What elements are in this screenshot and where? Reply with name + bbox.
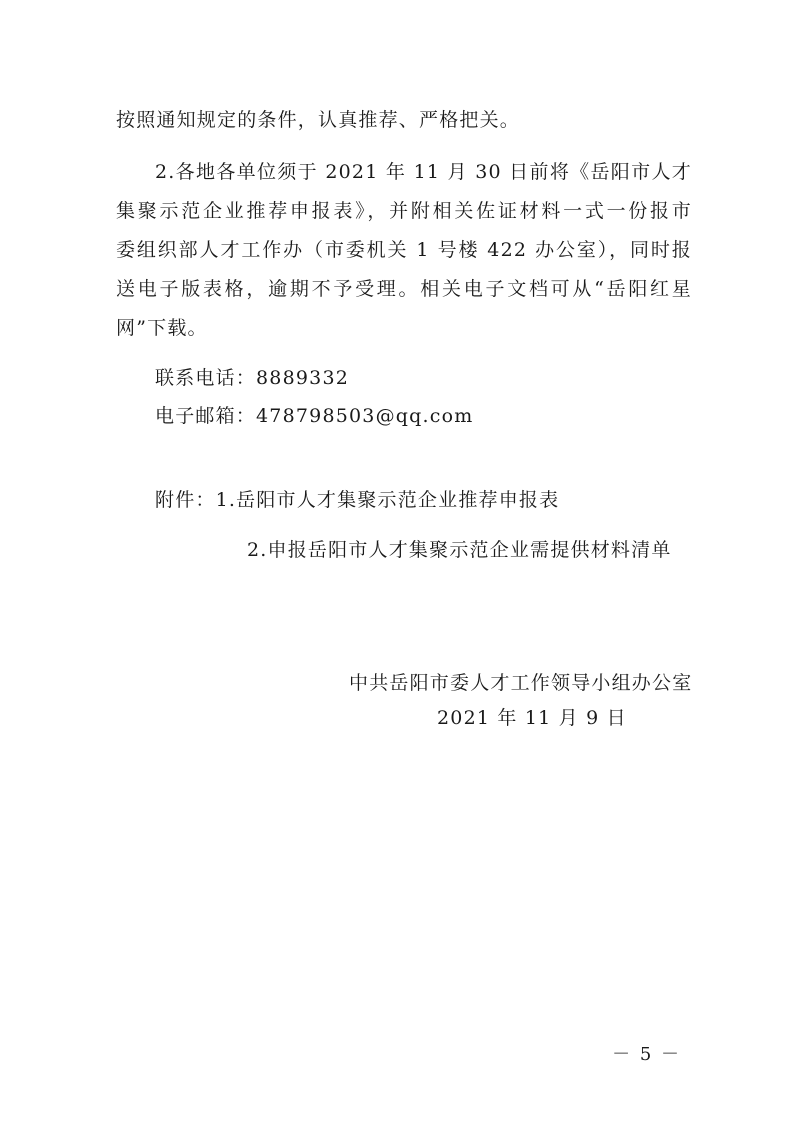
paragraph-1-continuation: 按照通知规定的条件，认真推荐、严格把关。 xyxy=(116,109,521,131)
paragraph-2-line-1: 2.各地各单位须于 2021 年 11 月 30 日前将《岳阳市人才 xyxy=(155,161,692,183)
signature-organization: 中共岳阳市委人才工作领导小组办公室 xyxy=(349,672,693,694)
paragraph-2-line-4: 送电子版表格，逾期不予受理。相关电子文档可从“岳阳红星 xyxy=(116,278,692,300)
paragraph-2-line-5: 网”下载。 xyxy=(116,317,208,339)
contact-email: 电子邮箱：478798503@qq.com xyxy=(155,405,474,427)
page-number: － 5 － xyxy=(612,1044,681,1065)
contact-phone: 联系电话：8889332 xyxy=(155,367,350,389)
attachment-2: 2.申报岳阳市人才集聚示范企业需提供材料清单 xyxy=(247,539,672,561)
signature-date: 2021 年 11 月 9 日 xyxy=(437,707,627,729)
paragraph-2-line-3: 委组织部人才工作办（市委机关 1 号楼 422 办公室），同时报 xyxy=(116,239,692,261)
attachment-1: 附件：1.岳阳市人才集聚示范企业推荐申报表 xyxy=(155,489,560,511)
paragraph-2-line-2: 集聚示范企业推荐申报表》，并附相关佐证材料一式一份报市 xyxy=(116,200,692,222)
